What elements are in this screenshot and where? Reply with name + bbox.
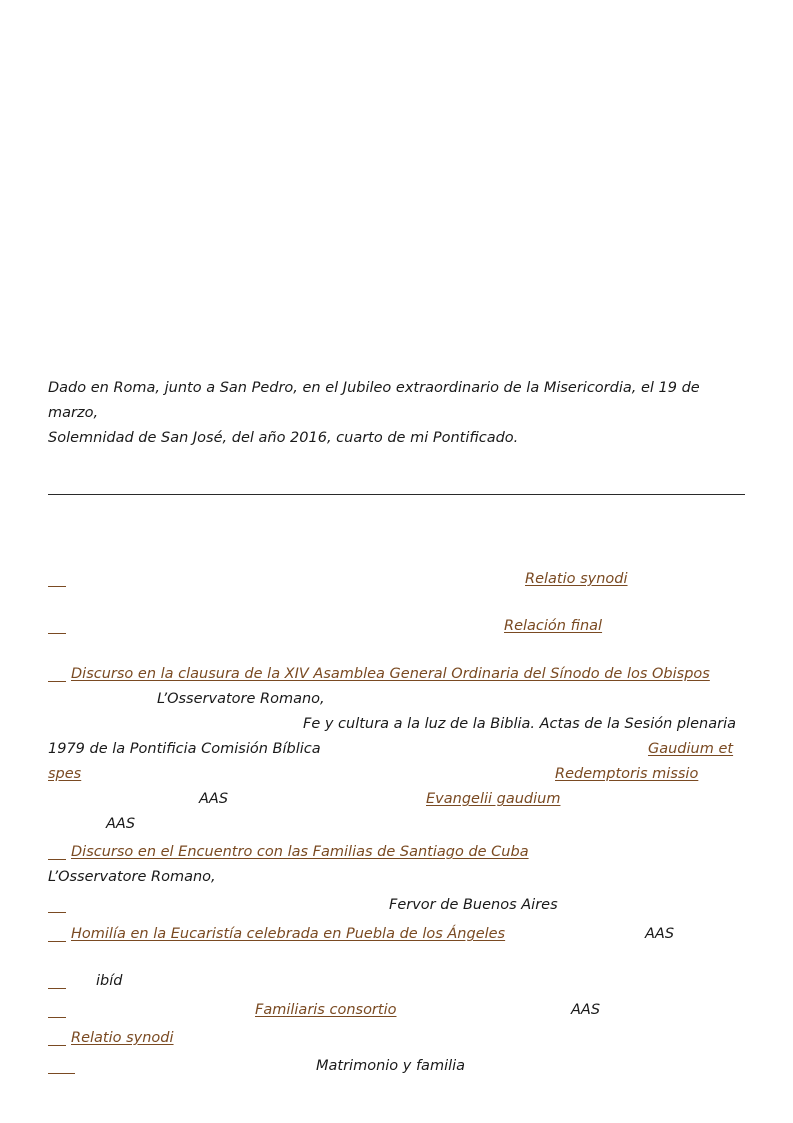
footnote-marker[interactable] (48, 988, 66, 989)
footnote-marker[interactable] (48, 1073, 75, 1074)
footnote-source: L’Osservatore Romano, (48, 869, 216, 885)
closing-line-2: Solemnidad de San José, del año 2016, cuarto de mi Pontificado. (48, 430, 519, 446)
footnote-aas: AAS (571, 1002, 601, 1018)
footnote-marker[interactable] (48, 912, 66, 913)
footnote-marker[interactable] (48, 1045, 66, 1046)
footnote-book-title: Matrimonio y familia (316, 1058, 466, 1074)
footnote-text: 1979 de la Pontificia Comisión Bíblica (48, 741, 321, 757)
footnote-link-redemptoris-missio[interactable]: Redemptoris missio (555, 766, 699, 782)
footnote-aas: AAS (199, 791, 229, 807)
footnote-book-title: Fervor de Buenos Aires (389, 897, 558, 913)
footnote-marker[interactable] (48, 633, 66, 634)
footnote-link-relatio-synodi[interactable]: Relatio synodi (71, 1030, 174, 1046)
footnote-marker[interactable] (48, 586, 66, 587)
footnote-link-discurso-santiago[interactable]: Discurso en el Encuentro con las Familias de Santiago de Cuba (71, 844, 529, 860)
footnotes-separator (48, 494, 745, 495)
footnote-link-relatio-synodi[interactable]: Relatio synodi (525, 571, 628, 587)
footnote-link-gaudium-et-spes-cont[interactable]: spes (48, 766, 82, 782)
footnote-source: L’Osservatore Romano, (157, 691, 325, 707)
footnote-link-gaudium-et-spes[interactable]: Gaudium et (648, 741, 734, 757)
footnote-marker[interactable] (48, 859, 66, 860)
footnote-aas: AAS (645, 926, 675, 942)
footnote-book-title: Fe y cultura a la luz de la Biblia. Actas de la Sesión plenaria (303, 716, 737, 732)
closing-line-1: Dado en Roma, junto a San Pedro, en el Jubileo extraordinario de la Misericordia, el 19 de marzo, (48, 380, 700, 421)
footnote-marker[interactable] (48, 941, 66, 942)
footnote-link-familiaris-consortio[interactable]: Familiaris consortio (255, 1002, 397, 1018)
footnote-marker[interactable] (48, 1017, 66, 1018)
footnote-link-homilia-puebla[interactable]: Homilía en la Eucaristía celebrada en Puebla de los Ángeles (71, 926, 506, 942)
footnote-aas: AAS (106, 816, 136, 832)
footnote-link-relacion-final[interactable]: Relación final (504, 618, 603, 634)
footnote-link-discurso-clausura[interactable]: Discurso en la clausura de la XIV Asamblea General Ordinaria del Sínodo de los Obispos (71, 666, 710, 682)
closing-paragraph (48, 376, 748, 451)
footnote-ibid: ibíd (96, 973, 123, 989)
footnote-marker[interactable] (48, 681, 66, 682)
footnote-link-evangelii-gaudium[interactable]: Evangelii gaudium (426, 791, 561, 807)
